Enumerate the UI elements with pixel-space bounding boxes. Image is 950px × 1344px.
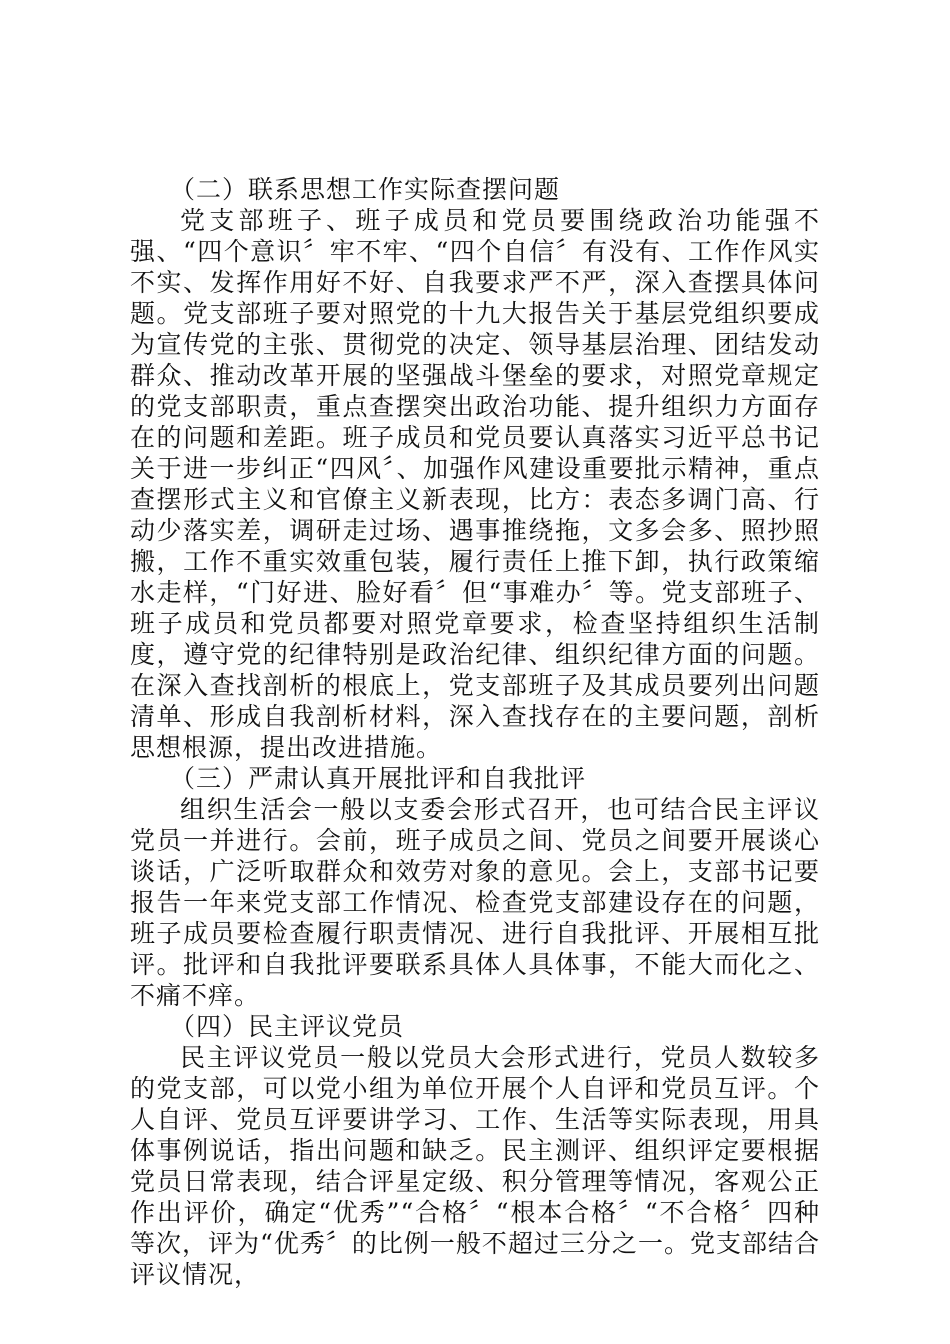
section-heading-2: （二）联系思想工作实际查摆问题 <box>170 175 561 204</box>
section-paragraph-4: 民主评议党员一般以党员大会形式进行，党员人数较多的党支部，可以党小组为单位开展个人自评和党员互评。个人自评、党员互评要讲学习、工作、生活等实际表现，用具体事例说话，指出问题和缺乏。民主测评、组织评定要根据党员日常表现，结合评星定级、积分管理等情况，客观公正作出评价，确定“优秀”“合格〞“根本合格〞“不合格〞四种等次，评为“优秀〞的比例一般不超过三分之一。党支部结合评议情况， <box>130 1043 820 1289</box>
document-body <box>130 174 820 1290</box>
section-heading-3: （三）严肃认真开展批评和自我批评 <box>170 764 587 793</box>
section-heading-4: （四）民主评议党员 <box>170 1012 405 1041</box>
section-paragraph-3: 组织生活会一般以支委会形式召开，也可结合民主评议党员一并进行。会前，班子成员之间、党员之间要开展谈心谈话，广泛听取群众和效劳对象的意见。会上，支部书记要报告一年来党支部工作情况、检查党支部建设存在的问题，班子成员要检查履行职责情况、进行自我批评、开展相互批评。批评和自我批评要联系具体人具体事，不能大而化之、不痛不痒。 <box>130 795 820 1010</box>
section-paragraph-2: 党支部班子、班子成员和党员要围绕政治功能强不强、“四个意识〞牢不牢、“四个自信〞有没有、工作作风实不实、发挥作用好不好、自我要求严不严，深入查摆具体问题。党支部班子要对照党的十九大报告关于基层党组织要成为宣传党的主张、贯彻党的决定、领导基层治理、团结发动群众、推动改革开展的坚强战斗堡垒的要求，对照党章规定的党支部职责，重点查摆突出政治功能、提升组织力方面存在的问题和差距。班子成员和党员要认真落实习近平总书记关于进一步纠正“四风〞、加强作风建设重要批示精神，重点查摆形式主义和官僚主义新表现，比方：表态多调门高、行动少落实差，调研走过场、遇事推绕拖，文多会多、照抄照搬，工作不重实效重包装，履行责任上推下卸，执行政策缩水走样，“门好进、脸好看〞但“事难办〞等。党支部班子、班子成员和党员都要对照党章要求，检查坚持组织生活制度，遵守党的纪律特别是政治纪律、组织纪律方面的问题。在深入查找剖析的根底上，党支部班子及其成员要列出问题清单、形成自我剖析材料，深入查找存在的主要问题，剖析思想根源，提出改进措施。 <box>130 206 820 762</box>
